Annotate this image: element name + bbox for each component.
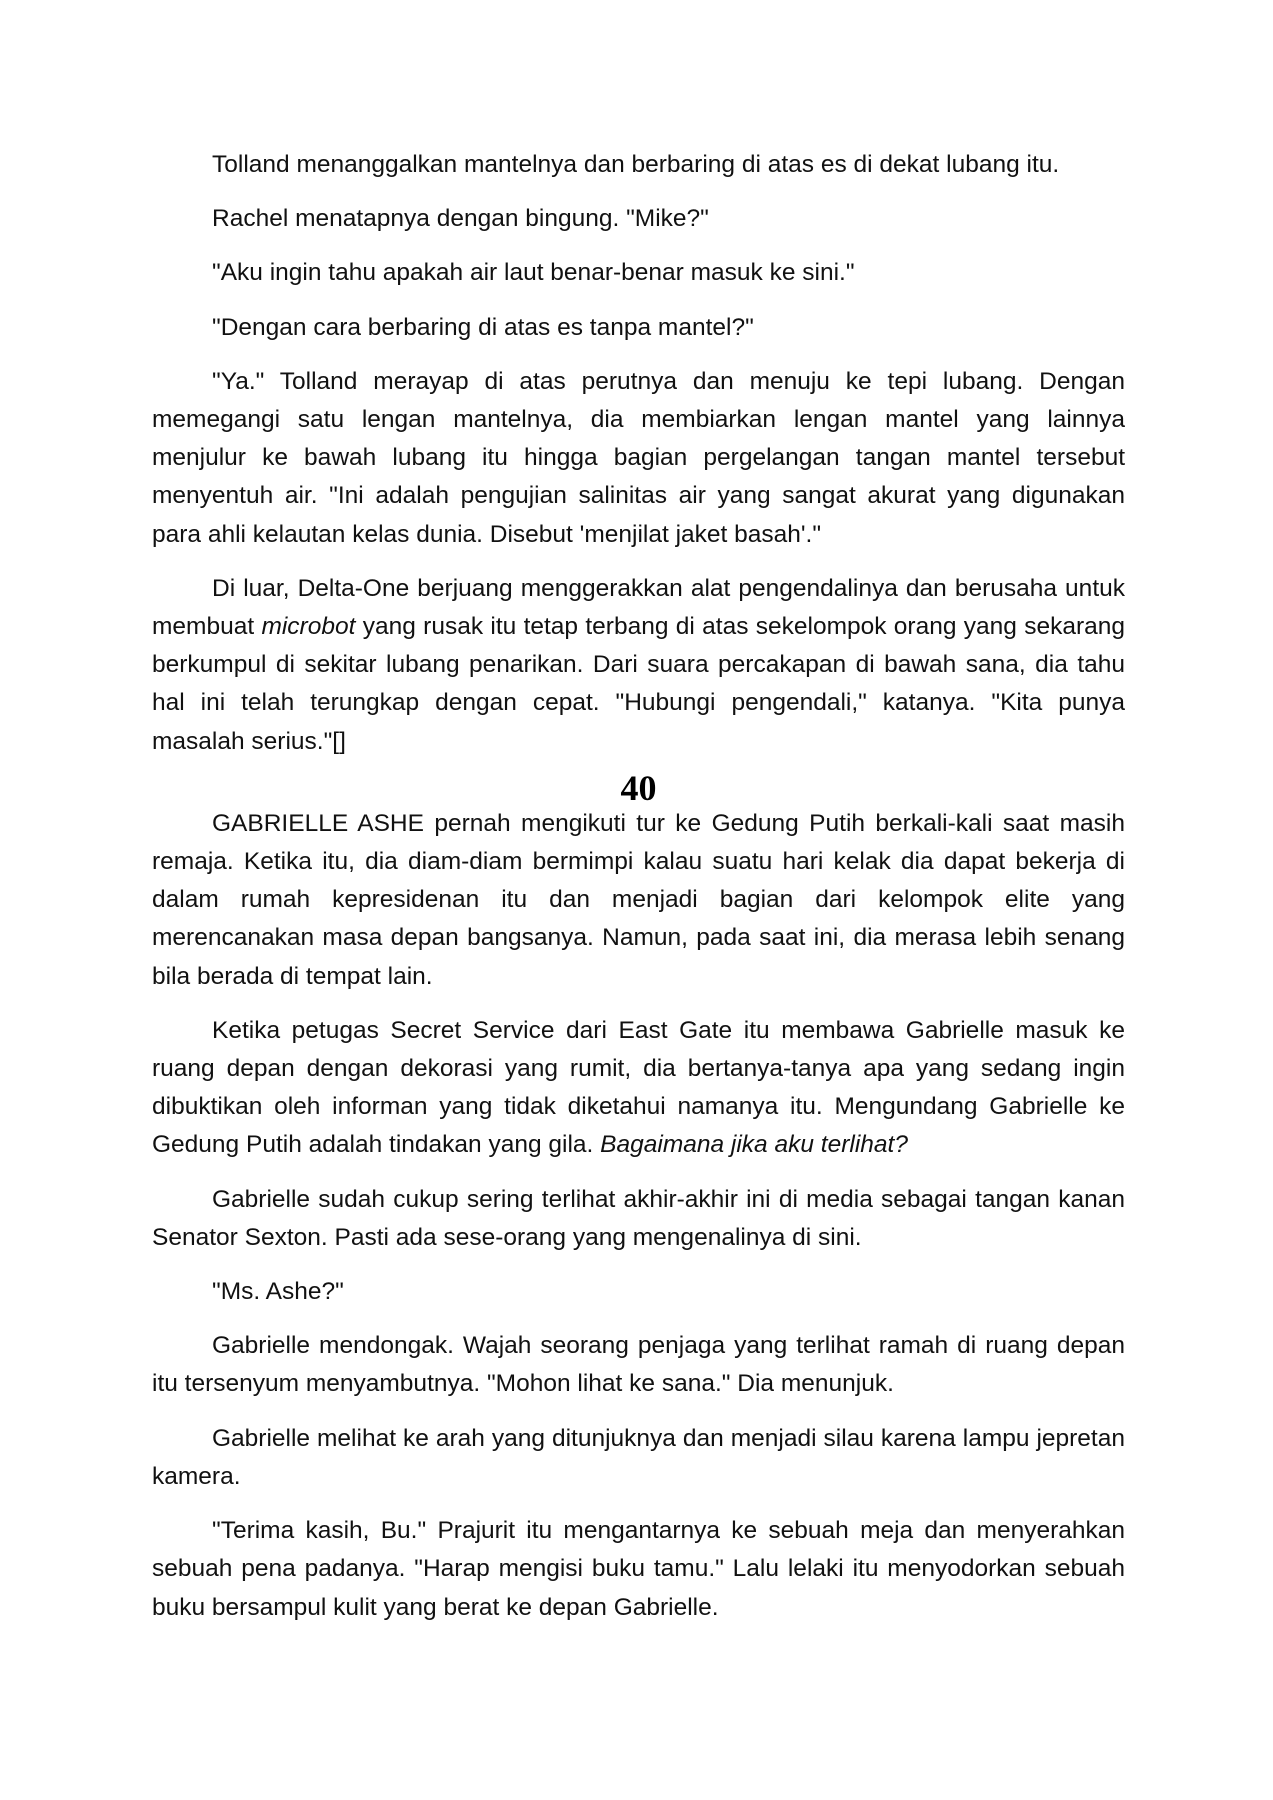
paragraph: "Ya." Tolland merayap di atas perutnya dan menuju ke tepi lubang. Dengan memegangi satu lengan mantelnya, dia membiarkan lengan mantel yang lainnya menjulur ke bawah lubang itu hingga bagian pergelangan tangan mantel tersebut menyentuh air. "Ini adalah pengujian salinitas air yang sangat akurat yang digunakan para ahli kelautan kelas dunia. Disebut 'menjilat jaket basah'." xyxy=(152,367,1125,548)
paragraph: Rachel menatapnya dengan bingung. "Mike?" xyxy=(212,205,709,233)
paragraph-text: Ketika petugas Secret Service dari East Gate itu membawa Gabrielle masuk ke ruang depan dengan dekorasi yang rumit, dia bertanya-tanya apa yang sedang ingin dibuktikan oleh informan yang tidak diketahui namanya itu. Mengundang Gabrielle ke Gedung Putih adalah tindakan yang gila. xyxy=(152,1016,1125,1159)
paragraph: Tolland menanggalkan mantelnya dan berbaring di atas es di dekat lubang itu. xyxy=(212,151,1060,178)
chapter-number: 40 xyxy=(620,767,657,808)
paragraph-text: Di luar, Delta-One berjuang menggerakkan alat pengendalinya dan berusaha untuk membuat xyxy=(152,574,1125,641)
chapter-heading-container xyxy=(152,767,1125,808)
italic-term: microbot xyxy=(261,613,356,641)
paragraph: Gabrielle mendongak. Wajah seorang penjaga yang terlihat ramah di ruang depan itu tersenyum menyambutnya. "Mohon lihat ke sana." Dia menunjuk. xyxy=(152,1332,1125,1398)
paragraph-text: yang rusak itu tetap terbang di atas sekelompok orang yang sekarang berkumpul di sekitar lubang penarikan. Dari suara percakapan di bawah sana, dia tahu hal ini telah terungkap dengan cepat. "Hubungi pengendali," katanya. "Kita punya masalah serius."[] xyxy=(152,613,1126,755)
paragraph xyxy=(152,1012,1125,1165)
paragraph: Gabrielle sudah cukup sering terlihat akhir-akhir ini di media sebagai tangan kanan Senator Sexton. Pasti ada sese-orang yang mengenalinya di sini. xyxy=(152,1185,1125,1251)
paragraph: Gabrielle melihat ke arah yang ditunjuknya dan menjadi silau karena lampu jepretan kamera. xyxy=(152,1424,1125,1490)
document-page xyxy=(152,146,1125,1643)
paragraph xyxy=(152,570,1125,761)
paragraph: "Ms. Ashe?" xyxy=(212,1278,344,1306)
paragraph: "Aku ingin tahu apakah air laut benar-benar masuk ke sini." xyxy=(212,259,855,287)
paragraph: "Dengan cara berbaring di atas es tanpa mantel?" xyxy=(212,313,754,341)
italic-thought: Bagaimana jika aku terlihat? xyxy=(600,1131,908,1159)
paragraph: GABRIELLE ASHE pernah mengikuti tur ke Gedung Putih berkali-kali saat masih remaja. Ketika itu, dia diam-diam bermimpi kalau suatu hari kelak dia dapat bekerja di dalam rumah kepresidenan itu dan menjadi bagian dari kelompok elite yang merencanakan masa depan bangsanya. Namun, pada saat ini, dia merasa lebih senang bila berada di tempat lain. xyxy=(152,809,1125,990)
paragraph: "Terima kasih, Bu." Prajurit itu mengantarnya ke sebuah meja dan menyerahkan sebuah pena padanya. "Harap mengisi buku tamu." Lalu lelaki itu menyodorkan sebuah buku bersampul kulit yang berat ke depan Gabrielle. xyxy=(152,1517,1125,1621)
